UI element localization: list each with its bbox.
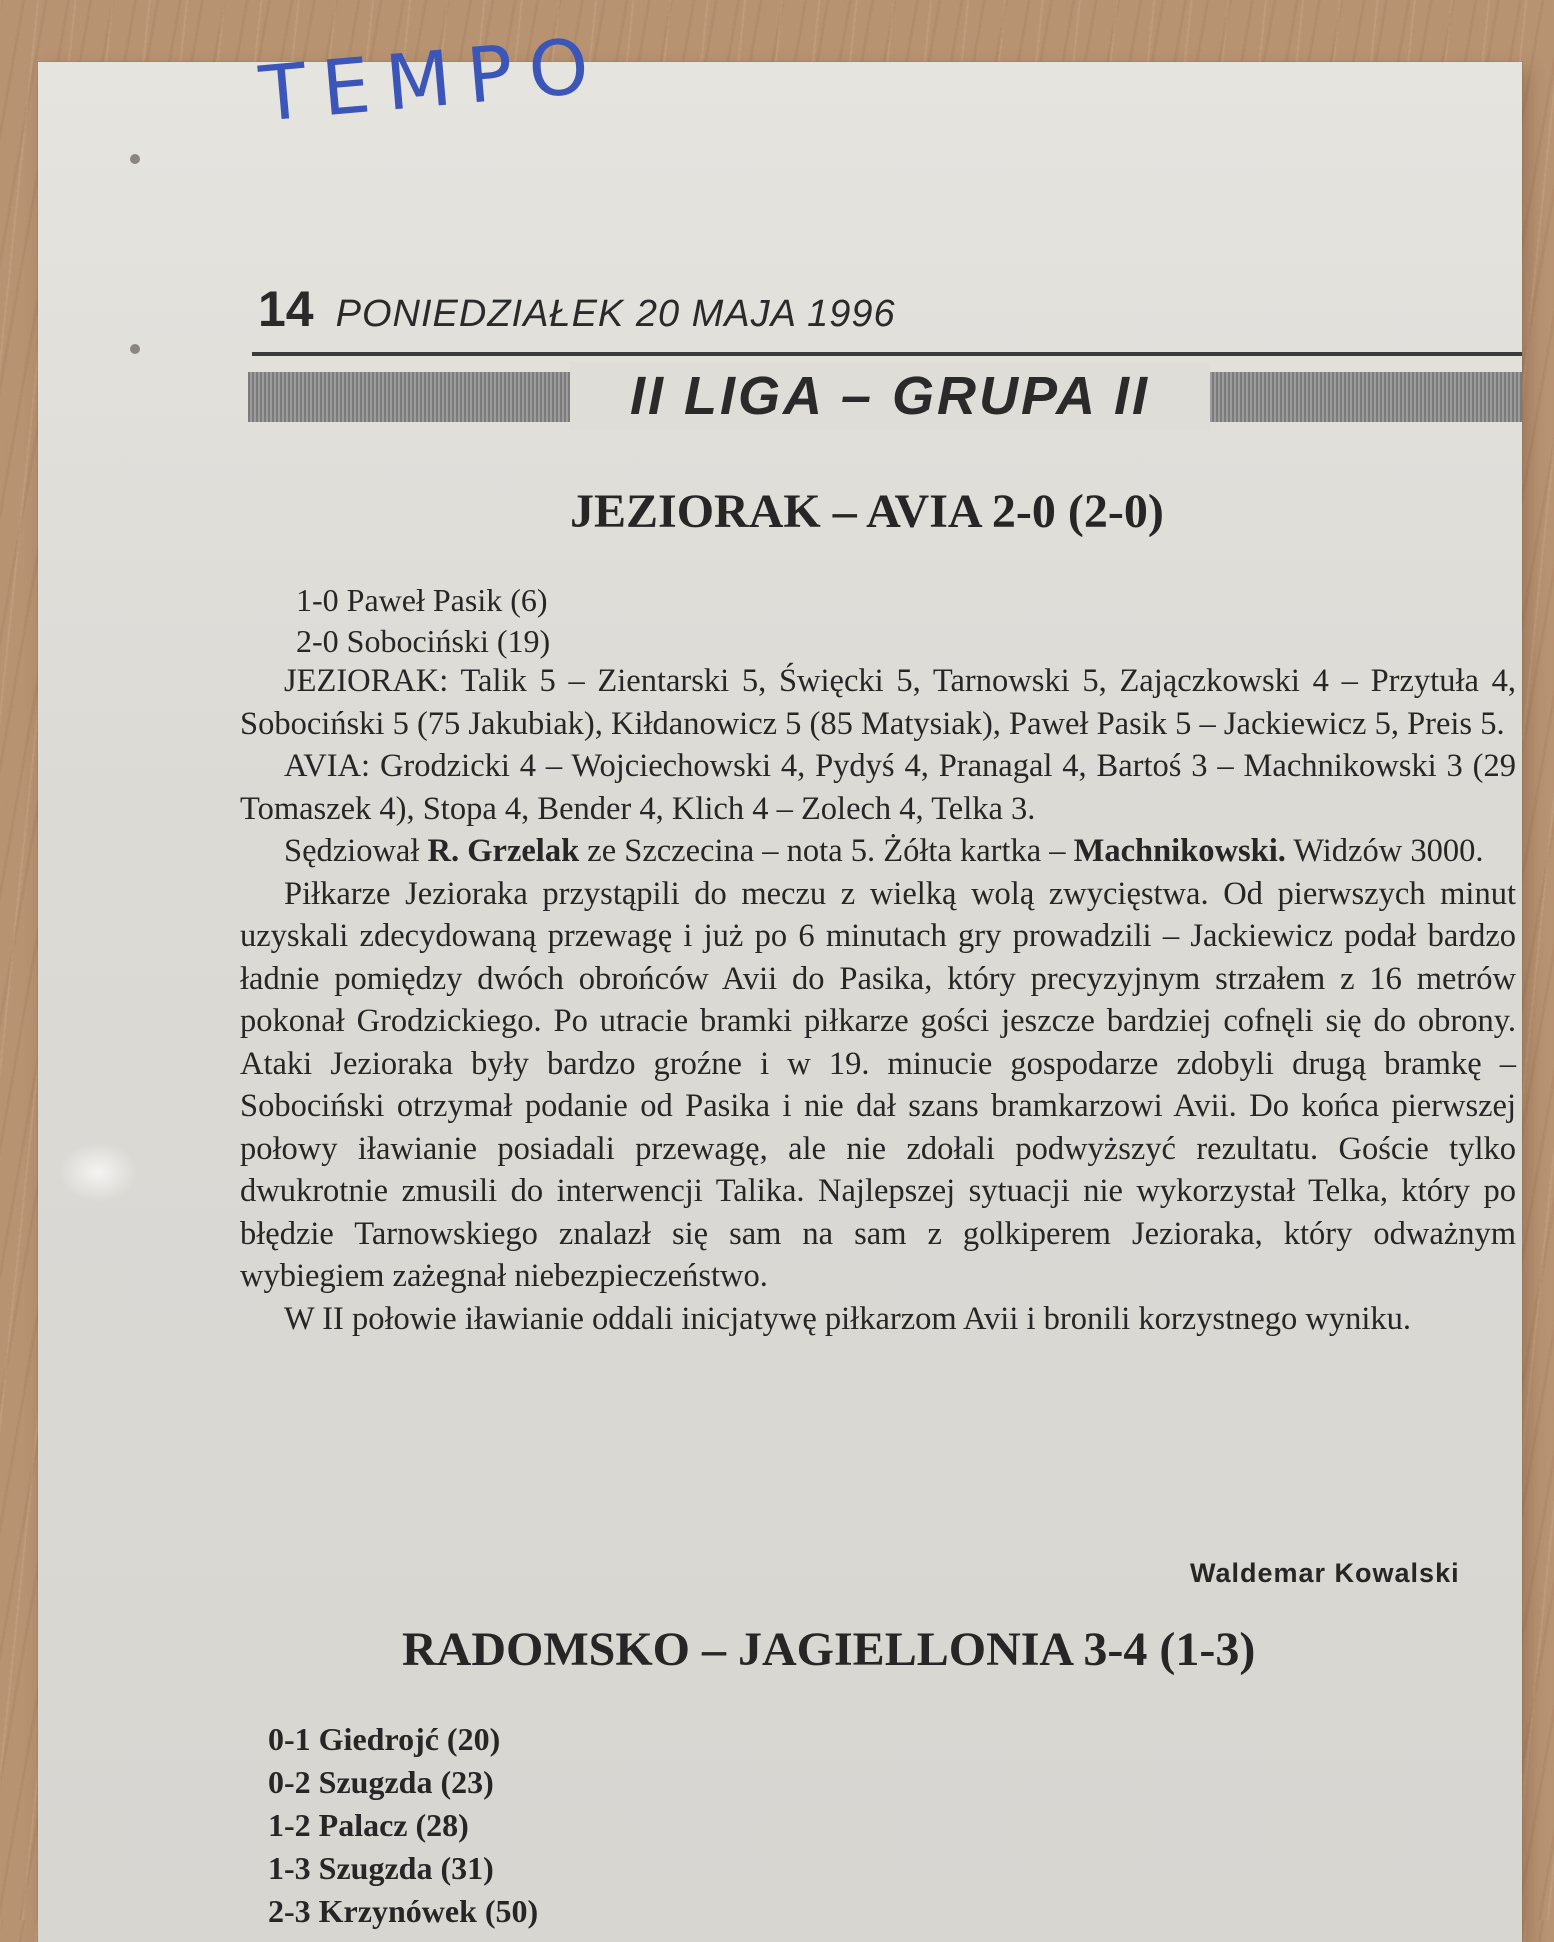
page-header	[258, 280, 896, 338]
header-rule	[252, 352, 1522, 356]
section-title-box	[570, 362, 1210, 430]
goal-list	[268, 1718, 538, 1933]
author-byline: Waldemar Kowalski	[1190, 1558, 1460, 1588]
match-report	[240, 660, 1516, 1340]
section-title: II LIGA – GRUPA II	[629, 366, 1151, 426]
report-paragraph: W II połowie iławianie oddali inicjatywę piłkarzom Avii i bronili korzystnego wyniku.	[284, 1300, 1412, 1337]
page-number: 14	[258, 281, 314, 337]
referee-name: R. Grzelak	[427, 833, 580, 869]
goal-entry: 1-0 Paweł Pasik (6)	[296, 582, 548, 618]
report-paragraph: Piłkarze Jezioraka przystąpili do meczu z wielką wolą zwycięstwa. Od pierwszych minut uzyskali zdecydowaną przewagę i już po 6 minutach gry prowadzili – Jackiewicz podał bardzo ładnie pomiędzy dwóch obrońców Avii do Pasika, który precyzyjnym strzałem z 16 metrów pokonał Grodzickiego. Po utracie bramki piłkarze gości jeszcze bardziej cofnęli się do obrony. Ataki Jezioraka były bardzo groźne i w 19. minucie gospodarze zdobyli drugą bramkę – Sobociński otrzymał podanie od Pasika i nie dał szans bramkarzowi Avii. Do końca pierwszej połowy iławianie posiadali przewagę, ale nie zdołali podwyższyć rezultatu. Goście tylko dwukrotnie zmusili do interwencji Talika. Najlepszej sytuacji nie wykorzystał Telka, który po błędzie Tarnowskiego znalazł się sam na sam z golkiperem Jezioraka, który odważnym wybiegiem zażegnał niebezpieczeństwo.	[240, 875, 1516, 1294]
handwritten-note: TEMPO	[256, 19, 609, 139]
punch-hole	[130, 154, 140, 164]
away-lineup	[240, 745, 1516, 830]
referee-line	[240, 830, 1516, 873]
attendance: Widzów 3000.	[1293, 833, 1484, 869]
goal-entry: 1-2 Palacz (28)	[268, 1807, 469, 1843]
referee-mid: ze Szczecina – nota 5. Żółta kartka –	[587, 833, 1066, 869]
goal-entry: 2-0 Sobociński (19)	[296, 623, 551, 659]
away-lineup-text: Grodzicki 4 – Wojciechowski 4, Pydyś 4, Pranagal 4, Bartoś 3 – Machnikowski 3 (29 Tomaszek 4), Stopa 4, Bender 4, Klich 4 – Zolech 4, Telka 3.	[240, 748, 1516, 827]
home-lineup-label: JEZIORAK:	[284, 663, 449, 699]
goal-list	[296, 580, 550, 662]
goal-entry: 0-1 Giedrojć (20)	[268, 1721, 501, 1757]
yellow-card-player: Machnikowski.	[1073, 833, 1286, 869]
referee-prefix: Sędziował	[284, 833, 420, 869]
goal-entry: 2-3 Krzynówek (50)	[268, 1893, 539, 1929]
page-date: PONIEDZIAŁEK 20 MAJA 1996	[335, 293, 896, 335]
match-title: RADOMSKO – JAGIELLONIA 3-4 (1-3)	[402, 1623, 1256, 1676]
goal-entry: 1-3 Szugzda (31)	[268, 1850, 494, 1886]
home-lineup	[240, 660, 1516, 745]
match-title: JEZIORAK – AVIA 2-0 (2-0)	[570, 485, 1164, 538]
away-lineup-label: AVIA:	[284, 748, 371, 784]
paper-smudge	[58, 1142, 138, 1202]
goal-entry: 0-2 Szugzda (23)	[268, 1764, 494, 1800]
punch-hole	[130, 344, 140, 354]
home-lineup-text: Talik 5 – Zientarski 5, Święcki 5, Tarnowski 5, Zajączkowski 4 – Przytuła 4, Sobociński 5 (75 Jakubiak), Kiłdanowicz 5 (85 Matysiak), Paweł Pasik 5 – Jackiewicz 5, Preis 5.	[240, 663, 1516, 742]
